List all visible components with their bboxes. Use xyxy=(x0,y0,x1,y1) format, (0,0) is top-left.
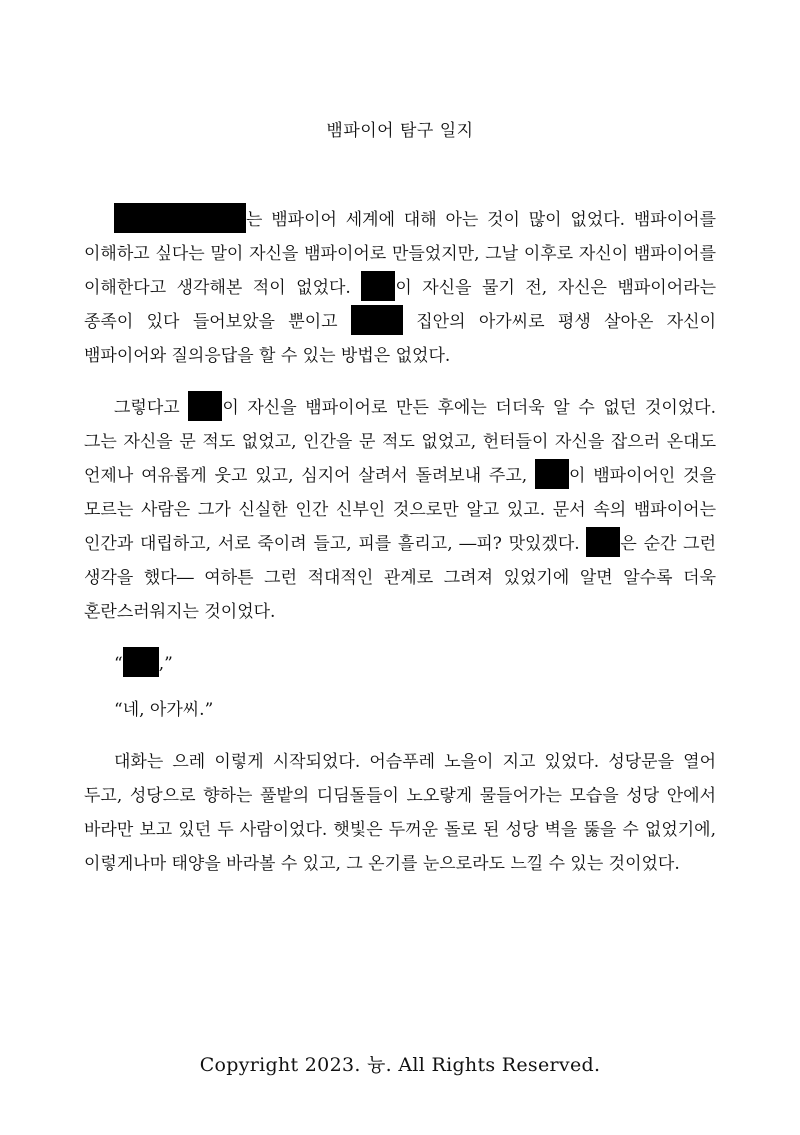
paragraph-2 xyxy=(84,391,716,629)
redacted-name-block xyxy=(114,203,246,233)
dialogue-line-1 xyxy=(84,647,716,681)
copyright-footer: Copyright 2023. 늉. All Rights Reserved. xyxy=(199,1054,601,1076)
redacted-name-block xyxy=(351,305,403,335)
paragraph-5: 대화는 으레 이렇게 시작되었다. 어슴푸레 노을이 지고 있었다. 성당문을 열어 두고, 성당으로 향하는 풀밭의 디딤돌들이 노오랗게 물들어가는 모습을 성당 안에서 바라만 보고 있던 두 사람이었다. 햇빛은 두꺼운 돌로 된 성당 벽을 뚫을 수 없었기에, 이렇게나마 태양을 바라볼 수 있고, 그 온기를 눈으로라도 느낄 수 있는 것이었다. xyxy=(84,752,716,874)
dialogue-line-2: “네, 아가씨.” xyxy=(114,700,214,720)
paragraph-1-text-1: 는 뱀파이어 세계에 대해 아는 것이 많이 없었다. 뱀파이어를 이해하고 싶다는 말이 자신을 뱀파이어로 만들었지만, 그날 이후로 자신이 뱀파이어를 이해한다고 생각해본 적이 없었다. xyxy=(84,210,716,298)
redacted-name-block xyxy=(361,271,395,301)
paragraph-2-text-4: 은 순간 그런 생각을 했다― 여하튼 그런 적대적인 관계로 그려져 있었기에 알면 알수록 더욱 혼란스러워지는 것이었다. xyxy=(84,534,716,622)
redacted-name-block xyxy=(586,527,620,557)
paragraph-1 xyxy=(84,203,716,373)
document-title: 뱀파이어 탐구 일지 xyxy=(326,121,474,141)
redacted-name-block xyxy=(123,647,159,677)
paragraph-2-text-2: 이 자신을 뱀파이어로 만든 후에는 더더욱 알 수 없던 것이었다. 그는 자신을 문 적도 없었고, 인간을 문 적도 없었고, 헌터들이 자신을 잡으러 온대도 언제나 여유롭게 웃고 있고, 심지어 살려서 돌려보내 주고, xyxy=(84,398,716,486)
document-body xyxy=(84,203,716,881)
paragraph-1-text-3: 집안의 아가씨로 평생 살아온 자신이 뱀파이어와 질의응답을 할 수 있는 방법은 없었다. xyxy=(84,312,716,366)
paragraph-2-text-1: 그렇다고 xyxy=(114,398,189,418)
quote-close: ,” xyxy=(158,654,173,674)
paragraph-1-text-2: 이 자신을 물기 전, 자신은 뱀파이어라는 종족이 있다 들어보았을 뿐이고 xyxy=(84,278,716,332)
redacted-name-block xyxy=(535,459,569,489)
redacted-name-block xyxy=(188,391,222,421)
quote-open: “ xyxy=(114,654,123,674)
paragraph-2-text-3: 이 뱀파이어인 것을 모르는 사람은 그가 신실한 인간 신부인 것으로만 알고 있고. 문서 속의 뱀파이어는 인간과 대립하고, 서로 죽이려 들고, 피를 흘리고, ―피? 맛있겠다. xyxy=(84,466,716,554)
